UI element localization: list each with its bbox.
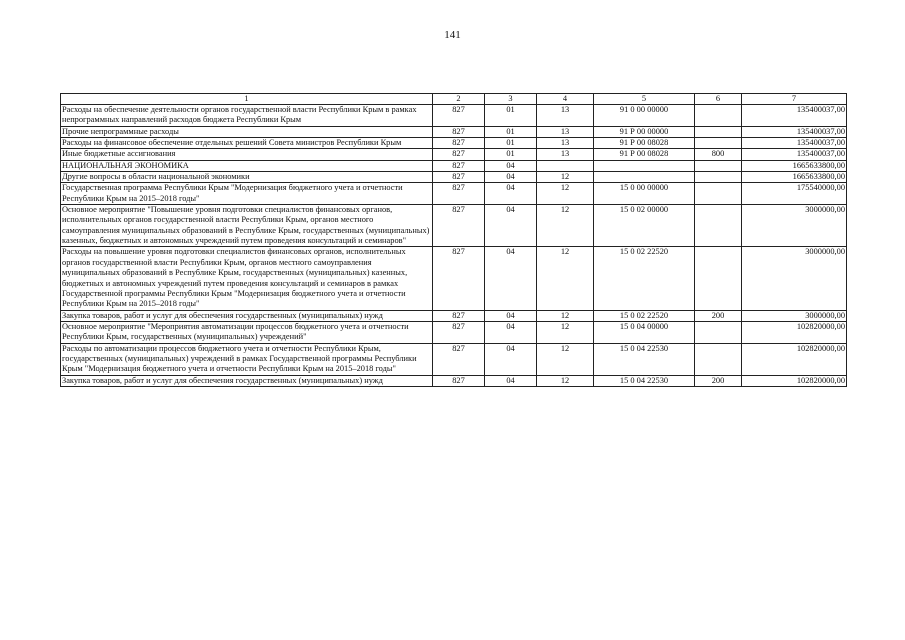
cell-amount: 135400037,00 [742, 126, 847, 137]
cell-expense-type [695, 183, 742, 205]
cell-expense-type [695, 321, 742, 343]
column-header: 2 [433, 94, 485, 105]
cell-name: Основное мероприятие "Мероприятия автоматизации процессов бюджетного учета и отчетности Республики Крым, государственных (муниципальных) учреждений" [61, 321, 433, 343]
cell-ministry-code: 827 [433, 310, 485, 321]
cell-amount: 135400037,00 [742, 149, 847, 160]
cell-expense-type [695, 138, 742, 149]
cell-target-code: 15 0 00 00000 [594, 183, 695, 205]
cell-section-code: 04 [485, 205, 537, 247]
cell-target-code: 91 Р 00 08028 [594, 149, 695, 160]
cell-ministry-code: 827 [433, 138, 485, 149]
cell-name: Иные бюджетные ассигнования [61, 149, 433, 160]
table-row [61, 375, 847, 386]
cell-section-code: 04 [485, 321, 537, 343]
cell-name: НАЦИОНАЛЬНАЯ ЭКОНОМИКА [61, 160, 433, 171]
table-row [61, 183, 847, 205]
cell-target-code: 91 0 00 00000 [594, 105, 695, 127]
page-number: 141 [444, 29, 461, 41]
table-row [61, 310, 847, 321]
cell-name: Закупка товаров, работ и услуг для обеспечения государственных (муниципальных) нужд [61, 375, 433, 386]
cell-expense-type [695, 126, 742, 137]
cell-amount: 102820000,00 [742, 343, 847, 375]
cell-expense-type: 800 [695, 149, 742, 160]
cell-subsection-code: 12 [537, 310, 594, 321]
column-header: 1 [61, 94, 433, 105]
cell-subsection-code: 12 [537, 321, 594, 343]
cell-section-code: 01 [485, 126, 537, 137]
cell-expense-type [695, 105, 742, 127]
cell-amount: 135400037,00 [742, 105, 847, 127]
cell-amount: 1665633800,00 [742, 172, 847, 183]
cell-amount: 102820000,00 [742, 375, 847, 386]
cell-name: Расходы по автоматизации процессов бюджетного учета и отчетности Республики Крым, государственных (муниципальных) учреждений в рамках Государственной программы Республики Крым "Модернизация бюджетного учета и отчетности Республики Крым на 2015–2018 годы" [61, 343, 433, 375]
cell-subsection-code: 12 [537, 172, 594, 183]
cell-subsection-code: 12 [537, 375, 594, 386]
cell-name: Расходы на финансовое обеспечение отдельных решений Совета министров Республики Крым [61, 138, 433, 149]
cell-target-code: 15 0 02 00000 [594, 205, 695, 247]
cell-section-code: 04 [485, 343, 537, 375]
table-row [61, 321, 847, 343]
cell-expense-type [695, 247, 742, 310]
cell-amount: 3000000,00 [742, 310, 847, 321]
cell-ministry-code: 827 [433, 126, 485, 137]
cell-target-code: 15 0 04 22530 [594, 375, 695, 386]
cell-section-code: 04 [485, 247, 537, 310]
table-row [61, 247, 847, 310]
cell-ministry-code: 827 [433, 321, 485, 343]
cell-ministry-code: 827 [433, 343, 485, 375]
table-body [61, 105, 847, 387]
column-header: 4 [537, 94, 594, 105]
cell-ministry-code: 827 [433, 160, 485, 171]
table-row [61, 343, 847, 375]
cell-target-code: 15 0 02 22520 [594, 247, 695, 310]
cell-subsection-code: 12 [537, 247, 594, 310]
cell-section-code: 04 [485, 183, 537, 205]
cell-section-code: 04 [485, 160, 537, 171]
cell-target-code: 15 0 04 00000 [594, 321, 695, 343]
cell-expense-type [695, 160, 742, 171]
cell-ministry-code: 827 [433, 375, 485, 386]
cell-subsection-code: 13 [537, 126, 594, 137]
cell-amount: 1665633800,00 [742, 160, 847, 171]
cell-subsection-code [537, 160, 594, 171]
cell-name: Закупка товаров, работ и услуг для обеспечения государственных (муниципальных) нужд [61, 310, 433, 321]
cell-expense-type [695, 343, 742, 375]
column-header: 6 [695, 94, 742, 105]
cell-target-code: 91 Р 00 08028 [594, 138, 695, 149]
cell-name: Расходы на обеспечение деятельности органов государственной власти Республики Крым в рамках непрограммных направлений расходов бюджета Республики Крым [61, 105, 433, 127]
cell-subsection-code: 12 [537, 343, 594, 375]
cell-target-code [594, 160, 695, 171]
cell-section-code: 04 [485, 375, 537, 386]
cell-target-code: 91 Р 00 00000 [594, 126, 695, 137]
budget-table [60, 93, 847, 387]
cell-expense-type [695, 172, 742, 183]
table-row [61, 105, 847, 127]
cell-ministry-code: 827 [433, 149, 485, 160]
cell-name: Расходы на повышение уровня подготовки специалистов финансовых органов, исполнительных органов государственной власти Республики Крым, органов местного самоуправления муниципальных образований в Республике Крым, государственных (муниципальных) казенных, бюджетных и автономных учреждений путем проведения консультаций и семинаров в рамках Государственной программы Республики Крым "Модернизация бюджетного учета и отчетности Республики Крым на 2015–2018 годы" [61, 247, 433, 310]
cell-name: Государственная программа Республики Крым "Модернизация бюджетного учета и отчетности Республики Крым на 2015–2018 годы" [61, 183, 433, 205]
table-row [61, 149, 847, 160]
table-row [61, 126, 847, 137]
cell-amount: 3000000,00 [742, 205, 847, 247]
cell-section-code: 01 [485, 138, 537, 149]
cell-section-code: 04 [485, 310, 537, 321]
cell-section-code: 01 [485, 105, 537, 127]
column-header: 5 [594, 94, 695, 105]
cell-amount: 102820000,00 [742, 321, 847, 343]
cell-subsection-code: 13 [537, 138, 594, 149]
table-row [61, 160, 847, 171]
cell-amount: 175540000,00 [742, 183, 847, 205]
cell-target-code: 15 0 04 22530 [594, 343, 695, 375]
cell-subsection-code: 13 [537, 105, 594, 127]
cell-expense-type: 200 [695, 375, 742, 386]
cell-ministry-code: 827 [433, 205, 485, 247]
cell-subsection-code: 12 [537, 183, 594, 205]
cell-name: Основное мероприятие "Повышение уровня подготовки специалистов финансовых органов, исполнительных органов государственной власти Республики Крым, органов местного самоуправления муниципальных образований в Республике Крым, государственных (муниципальных) казенных, бюджетных и автономных учреждений путем проведения консультаций и семинаров" [61, 205, 433, 247]
table-row [61, 205, 847, 247]
column-header: 7 [742, 94, 847, 105]
column-header: 3 [485, 94, 537, 105]
cell-expense-type: 200 [695, 310, 742, 321]
cell-ministry-code: 827 [433, 172, 485, 183]
cell-amount: 3000000,00 [742, 247, 847, 310]
cell-ministry-code: 827 [433, 105, 485, 127]
cell-name: Другие вопросы в области национальной экономики [61, 172, 433, 183]
cell-section-code: 04 [485, 172, 537, 183]
cell-subsection-code: 12 [537, 205, 594, 247]
cell-ministry-code: 827 [433, 247, 485, 310]
cell-expense-type [695, 205, 742, 247]
table-row [61, 138, 847, 149]
header-row [61, 94, 847, 105]
cell-ministry-code: 827 [433, 183, 485, 205]
cell-name: Прочие непрограммные расходы [61, 126, 433, 137]
cell-target-code: 15 0 02 22520 [594, 310, 695, 321]
cell-target-code [594, 172, 695, 183]
table-row [61, 172, 847, 183]
cell-section-code: 01 [485, 149, 537, 160]
cell-subsection-code: 13 [537, 149, 594, 160]
cell-amount: 135400037,00 [742, 138, 847, 149]
